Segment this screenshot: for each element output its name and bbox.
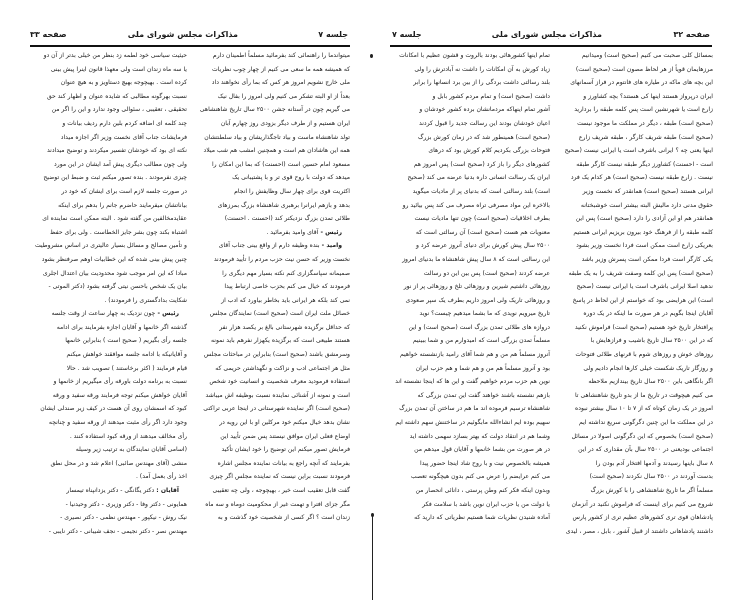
left-header-rule <box>30 45 350 47</box>
text-line: بالاخره این مواد مصرفی تراه مصرف می کند پس بیائید رو <box>402 201 550 209</box>
text-line: ایران درپرواز هستند اینها کی هستند؟ بچه کشاورز و <box>583 92 713 100</box>
text-line: می کنیم هیچوقت در تاریخ ما از بدو تاریخ شاهنشاهی تا <box>574 391 713 399</box>
text-line: دروازه های طلائی تمدن بزرگ است (صحیح است) و این <box>408 323 550 331</box>
text-line: عقایدمخالفین من گفته شود . البته ممکن است نماینده ای <box>42 215 187 223</box>
text-line: همیشه بالخصوص نیت و با روح شاد اینجا حضور پیدا <box>420 459 550 467</box>
text-line: که همیشه همه ما سعی می کنیم از چهار چوب نظریات <box>211 65 350 73</box>
text-line: که حداقل برگزیده شهرستانی بالغ بر یکصد هزار نفر <box>219 323 350 331</box>
text-line: خصائل ملت ایران است (صحیح است) نمایندگان مجلس <box>209 310 350 318</box>
text-line: معنویات هم هست (صحیح است) آن رسالتی است که <box>415 228 550 236</box>
text-line: اشتباه بکند چون بشر جایز الخطاست . ولی برای حفظ <box>49 228 187 236</box>
speech-text: چون نزدیک به چهار ساعت از وقت جلسه <box>51 310 156 318</box>
left-header-session: جلسه ۷ <box>318 30 348 39</box>
text-line: عرضه کردند (صحیح است) پس بین این دو رسالت <box>423 269 550 277</box>
text-line: آنروز مسلماً هم من و هم شما آقای رامید بازنشسته خواهیم <box>399 351 550 359</box>
text-line: نیک روش - نیکپور - مهندس نظمی - دکتر نصیری - <box>60 514 187 522</box>
right-page-header <box>392 30 710 44</box>
right-page-right-column <box>553 49 713 538</box>
text-line: نسبت بهرگونه مطالبی که شایده عنوان و اظهار کند حق <box>46 92 187 100</box>
right-header-page-number: صفحه ۳۲ <box>673 30 710 39</box>
text-line: اوضاع فعلی ایران موافق نیستند پس ضمن تأیید این <box>220 432 350 440</box>
left-page-right-column <box>190 49 350 525</box>
text-line: ۲۵۰۰ سال پیش کورش برای دنیای آنروز عرضه کرد و <box>415 242 550 250</box>
scan-speck <box>370 54 373 58</box>
text-line: کرده است . بهیچوجه بهیچ دستاویز و به هیچ عنوان <box>60 79 187 87</box>
text-line: بدهد و بازهم ایرانرا برهبری شاهنشاه بزرگ بمرزهای <box>217 201 350 209</box>
text-line: فرمایش تصور میکنم این توضیح را خود ایشان تأکید <box>221 446 350 454</box>
speaker-name: آقایان : <box>154 487 179 494</box>
text-line: مبادا که این امر موجب شود محدودیت بیان اعتدال اجلری <box>42 269 187 277</box>
text-line: یکی کارگر است فردا ممکن است پسرش وزیر باشد <box>581 255 713 263</box>
text-line: همانقدر هم او این آزادی را دارد (صحیح است) پس این <box>575 215 713 223</box>
text-line: ۸ سال باینها رسیدند و آدمها افتخار آدم بودن را <box>595 459 713 467</box>
text-line: چند کلمه ای اضافه کردم بلین دارم ردیف بیانات و <box>62 119 187 127</box>
text-line: است - احسنت) کشاورز دیگر طبقه نیست کارگر طبقه <box>576 160 713 168</box>
text-line <box>190 239 350 253</box>
text-line: و تأمین مصالح و مسائل بسیار عالیتری در اساس مشروطیت <box>34 242 187 250</box>
text-line: در هر صورت من بشما خانمها و آقایان قول میدهم من <box>414 446 550 454</box>
text-line: سهیم بوده ایم انشاءالله مابگوئیم در ساختنش سهم داشته ایم <box>395 419 550 427</box>
text-line: حقوق مدنی دارد مالیش البته بیشتر است خوشبختانه <box>580 201 713 209</box>
text-line: زندان است ؟ اگر کسی از شخصیت خود گذشت و به <box>217 514 350 522</box>
text-line: فرمودند نسبت براین نیست که نماینده مجلس اگر چیزی <box>209 473 350 481</box>
text-line: طلائی تمدن بزرگ نزدیکتر کند (احسنت . احسنت) <box>224 215 350 223</box>
text-line: اخذ رأی بعمل آمد) . <box>135 473 187 481</box>
left-page-left-column <box>30 49 187 538</box>
text-line: منشی (آقای مهندس صائبی) اعلام شد و در محل نطق <box>50 459 187 467</box>
text-line: این رسالتی است که ۸ سال پیش شاهنشاه ما بدنیای امروز <box>402 255 550 263</box>
text-line: ایران یک رسالت انسانی داره بدنیا عرضه می کند (صحیح <box>407 174 550 182</box>
text-line <box>30 307 187 321</box>
text-line: رأی مخالف میدهند از ورقه کبود استفاده کنند . <box>69 432 187 440</box>
speaker-name: رئیس - <box>318 228 342 236</box>
text-line: در این مملکت ما این چنین دگرگونی سریع نداشته ایم <box>579 419 713 427</box>
text-line: ایران هستیم و از طرف دیگر بزودی روز چهارم آبان <box>220 119 350 127</box>
text-line: بفرمایند که آنچه راجع به بیانات نماینده مجلس اشاره <box>217 459 350 467</box>
text-line: مهندس نصر - دکتر نجیمی - نجف شیبانی - دکتر نایبی - <box>48 527 187 535</box>
text-line: (صحیح است) طبقه ، دیگر در مملکت ما موجود نیست <box>577 119 713 127</box>
text-line: وسرمشق باشند (صحیح است) بنابراین در مباحثات مجلس <box>203 351 350 359</box>
text-line: پادشاهان قوی تری کشورهای عظیم تری از کشور پارس <box>572 514 713 522</box>
text-line <box>190 226 350 240</box>
text-line: وبدون اینکه فکر کنم وطن پرستی ، دانائی انحصار من <box>415 487 550 494</box>
text-line: نمی کند بلکه هر ایرانی باید بخاطر بیاورد که ادب از <box>221 296 350 304</box>
text-line: میتواندما را راهنمائی کند بفرمائید مسلماً اطمینان دارم <box>212 52 350 59</box>
text-line: حیثیت سیاسی خود لطمه زد بنظر من خیلی بدتر از آن دو <box>43 52 187 59</box>
text-line: مسلماً اگر ما تاریخ شاهنشاهی را با کورش بزرگ <box>590 487 713 494</box>
text-line: این بچه های ماکه در طیاره های فانتوم در فراز آسمانهای <box>570 79 713 87</box>
text-line: نسبت به برنامه دولت باورقه رأی میگیریم از خانمها و <box>53 378 187 386</box>
text-line: میدهد که دولت با روح قوی تر و با پشتیبانی یک <box>232 174 350 182</box>
speaker-name: وامید - <box>319 242 342 250</box>
text-line: ندهید اصلا ایرانی باشرف است یا ایرانی نیست (صحیح <box>576 283 713 291</box>
text-line: زارع است یا شهرنشین است پس کلمه طبقه را بردارید <box>574 106 713 114</box>
text-line: آماده شنیدن نظریات شما هستیم نظریاتی که دارید که <box>414 514 550 522</box>
text-line <box>30 484 187 498</box>
text-line: (صحیح است) اگر نماینده شهرستانی در اینجا عربی تراکتی <box>203 405 350 413</box>
text-line: است و نمونه از آشنائی نماینده نسبت بوظیفه اش میباشد <box>205 391 350 399</box>
text-line: قیام فرمایند ( اکثر برخاستند ) تصویب شد . حالا <box>66 364 187 372</box>
text-line: استفاده فرمودید معرف شخصیت و انسانیت خود شخص <box>209 378 350 386</box>
text-line: آقایان خواهش میکنم توجه فرمایند ورقه سفید و ورقه <box>52 391 187 399</box>
text-line: بدست آوردند در ۲۵۰۰ سال نکردند (صحیح است) <box>589 473 713 481</box>
text-line: کشورهای دیگر را باز کرد (صحیح است) پس امروز هم <box>413 160 550 168</box>
text-line: است) بلند رسالتی است که بدنیای پر از مادیات میگوید <box>412 187 550 195</box>
text-line: (صحیح است) همینطور شد که در زمان کورش بزرگ <box>418 133 550 141</box>
text-line: نکته ای بود که خودشان تفسیر میکردند و توضیح میدادند <box>46 147 187 155</box>
text-line: ملی خارج نشویم امروز هر کس که بما رأی نخواهند داد <box>211 79 350 87</box>
right-header-title: مذاکرات مجلس شورای ملی <box>491 30 602 39</box>
text-line: شاهنشاه ترسیم فرموده اند ما هم در ساختن آن تمدن بزرگ <box>399 405 550 413</box>
text-line: اجتماعی بودیعنی در ۲۵۰۰ سال بآن مقداری که در این <box>578 446 713 454</box>
text-line: نوین هم حزب مردم خواهیم گفت و این ها که اینجا نشسته اند <box>395 378 550 386</box>
right-header-session: جلسه ۷ <box>392 30 422 39</box>
text-line: اینها یعنی چه ؟ ایرانی باشرف است یا ایرانی نیست (صحیح <box>564 147 713 155</box>
text-line: شروع می کنیم برای اینست که فراموش نکنید در آنزمان <box>571 500 713 508</box>
text-line: چنین پیش بینی شده که این خطابیات اوهم صرفنظر بشود <box>41 255 187 263</box>
right-header-rule <box>390 45 712 47</box>
text-line: (اسامی آقایان نمایندگان به ترتیب زیر وسیله <box>75 446 187 454</box>
text-line: بازهم نشسته باشند خواهند گفت این تمدن بزرگی که <box>417 391 550 399</box>
text-line: پرافتخار تاریخ خود هستیم (صحیح است) فراموش نکنید <box>574 323 713 331</box>
text-line: هستند طبیعی است که برگزیده یکهزار نفرهم باید نمونه <box>211 337 350 345</box>
text-line: بطرف اخلاقیات (صحیح است) چون تنها مادیات نیست <box>414 215 550 223</box>
text-line: چیزی نفرمودند . بنده تصور میکنم ثبت و ضبط این توضیح <box>43 174 187 182</box>
text-line: می کنم عرایضم را عرض می کنم بدون هیچگونه تعصب <box>410 473 550 481</box>
text-line: تمام اینها کشورهائی بودند بالروت و قشون عظیم با امکانات <box>399 52 550 59</box>
text-line: بیاناتشان میفرمایند حاضرم جانم را بدهم برای اینکه <box>58 201 187 209</box>
text-line: نیست . زارع طبقه نیست (صحیح است) هر کدام یک فرد <box>570 174 713 182</box>
speech-text: دکتر یگانگی - دکتر یزدانپناه تیمسار <box>66 487 155 494</box>
text-line: اکثریت قوی برای چهار سال وظایفش را انجام <box>234 187 350 195</box>
text-line: تولد شاهنشاه ماست و بیاد تاجگذاریشان و بیاد سلطنتشان <box>204 133 350 141</box>
text-line: (صحیح است) طبقه شریف کارگر ، طبقه شریف زارع <box>578 133 713 141</box>
text-line: و روزهائی تاریک ولی امروز داریم بطرف یک سپر صعودی <box>405 296 550 304</box>
text-line: مثل هر اجتماعی ادب و نزاکت و نگهداشتن حریمی که <box>215 364 350 372</box>
text-line: ولی چون مطالب دیگری پیش آمد ایشان در این مورد <box>54 160 187 168</box>
text-line: زیاد کورش به آن امکانات را داشت نه آبادترش را ولی <box>414 65 550 73</box>
left-page-header <box>30 30 348 44</box>
left-header-title: مذاکرات مجلس شورای ملی <box>127 30 238 39</box>
left-header-page-number: صفحه ۳۳ <box>30 30 67 39</box>
text-line: در صورت جلسه لازم است برای ایشان که خود در <box>61 187 187 195</box>
text-line: کلمه طبقه را از فرهنگ خود بیرون بریزیم ایرانی هستیم <box>573 228 713 236</box>
text-line: است) این هرایضی بود که خواستم از این لحاظ در پاسخ <box>572 296 713 304</box>
text-line: داشتند پادشاهانی داشتند از قبیل آشور ، بابل ، مصر ، لیدی <box>565 527 713 535</box>
text-line: که در این ۲۵۰۰ سال تاریخ باشیب و فرازهایش با <box>590 337 713 345</box>
text-line: روزهائی داشتیم شیرین و روزهائی تلخ و روزهائی پر از نور <box>403 283 550 291</box>
text-line: همایونی - دکتر وفا - دکتر وزیری - دکتر وحیدنیا - <box>65 500 187 508</box>
text-line: بعداً از او البته تشکر می کنیم ولی امروز را بفال نیک <box>217 92 350 100</box>
text-line: تاریخ میرویم نویدی که ما بشما میدهیم چیست؟ نوید <box>419 310 550 318</box>
text-line: بلند رسالتی داشت بردگی را از بین برد انسانها را برابر <box>413 79 550 87</box>
scan-speck <box>371 513 374 517</box>
text-line: آشور تمام اینهاکه مردمانشان برده کشور خودشان و <box>419 106 550 114</box>
scan-margin-line <box>372 515 373 600</box>
speech-text: بنده وظیفه دارم از واقع بینی جناب آقای <box>218 242 320 250</box>
text-line: گفت قابل تعقیب است خیر ، بهیچوجه ، ولی چه تعقیبی <box>212 487 350 494</box>
text-line: مسلماً تمدن بزرگی است که امیدوارم من و شما ببینیم <box>412 337 550 345</box>
text-line: آقایان اینجا بگویم در هر صورت ما اینکه در یک دوره <box>583 310 713 318</box>
text-line: داشت (صحیح است) و تمام مردم کشور بابل و <box>432 92 550 100</box>
text-line: بیان یک شخص باحسن نیتی گرفته بشود (دکتر الموتی - <box>48 283 187 291</box>
text-line: و روزگار تاریک شکست خیلی کارها انجام دادیم ولی <box>583 364 713 372</box>
right-page-left-column <box>390 49 550 525</box>
text-line: نخست وزیر که حسن نیت حزب مردم را تأیید فرمودند <box>213 255 350 263</box>
text-line: یا سه ماه زندان است ولی معهذا قانون اینرا پیش بینی <box>50 65 187 73</box>
right-page <box>370 0 739 600</box>
text-line: ایرانی هستند (صحیح است) همانقدر که نخست وزیر <box>582 187 713 195</box>
text-line: مگر جزای افترا و تهمت غیر از محکومیت دوماه و سه ماه <box>205 500 350 508</box>
text-line: تحقیقی ، تعقیبی ، سئوالی وجود ندارد و این را اگر من <box>51 106 187 114</box>
text-line: امروز در یک زمان کوتاه که از ۷ تا ۱۰ سال بیشتر نبوده <box>575 405 713 413</box>
text-line: مرزهایمان قویاً از هر لحاظ مصون است (صحیح است) <box>575 65 713 73</box>
text-line: بمسائل کلی صحبت می کنیم (صحیح است) ومیدانیم <box>581 52 713 59</box>
text-line: و آقایانیکه با ادامه جلسه موافقند خواهش میکنم <box>66 351 187 359</box>
text-line: شکایت بدادگستری را فرمودند) . <box>104 296 187 304</box>
speech-text: آقای وامید بفرمائید . <box>266 228 319 236</box>
text-line: گذشته اگر خانمها و آقایان اجازه بفرمایند برای ادامه <box>56 323 187 331</box>
text-line: صمیمانه سپاسگزاری کنم نکته بسیار مهم دیگری را <box>222 269 350 277</box>
text-line: اعیان خودشان بودند این رسالت جدید را قبول کردند <box>419 119 550 127</box>
text-line: اگر بانگاهی باین ۲۵۰۰ سال تاریخ بیندازیم ملاحظه <box>588 378 713 386</box>
text-line: فرمودند که خیال می کنم بحزب خاصی ارتباط پیدا <box>224 283 350 291</box>
text-line: یا دولت من یا حزب ایران نوین باشد با سلامت فکر <box>422 500 550 508</box>
text-line: کبود که اسمشان روی آن هست در کیف زیر صندلی ایشان <box>40 405 187 413</box>
text-line: نشان بدهد خیال میکنم خود مرکلین او با این رویه در <box>219 419 350 427</box>
text-line: وجود دارد اگر رأی مثبت میدهند از ورقه سفید و چنانچه <box>48 419 187 427</box>
text-line: (صحیح است) پس این کلمه وصفت شریف را به یک طبقه <box>568 269 713 277</box>
text-line: فرمایشات جناب آقای نخست وزیر اگر اجازه میداد <box>60 133 187 141</box>
text-line: مسعود امام حسین است (احسنت) که بما این امکان را <box>211 160 350 168</box>
text-line: (صحیح است) بخصوص که این دگرگونی اصولا در مسائل <box>571 432 713 440</box>
speaker-name: رئیس - <box>155 310 179 318</box>
text-line: می گیریم چون در آستانه جشن ۲۵۰۰ سال تاریخ شاهنشاهی <box>199 106 350 114</box>
text-line: روزهای خوش و روزهای شوم با قرنهای طلائی فتوحات <box>575 351 713 359</box>
text-line: بود و آنروز مسلماً هم من و هم شما و هم حزب ایران <box>415 364 550 372</box>
text-line: فتوحات بزرگی بکردیم کلام کورش بود که درهای <box>428 147 550 155</box>
text-line: همه این هاشادان هم است و همچنین امشب هم شب میلاد <box>203 147 350 155</box>
text-line: جلسه رأی بگیریم ( صحیح است ) بنابراین خانمها <box>65 337 187 345</box>
text-line: بعریکی زارع است ممکن است فردا نخست وزیر بشود <box>576 242 713 250</box>
text-line: وشما هم در انتقاد دولت که بهتر بسازد سهمی داشته اید <box>409 432 550 440</box>
